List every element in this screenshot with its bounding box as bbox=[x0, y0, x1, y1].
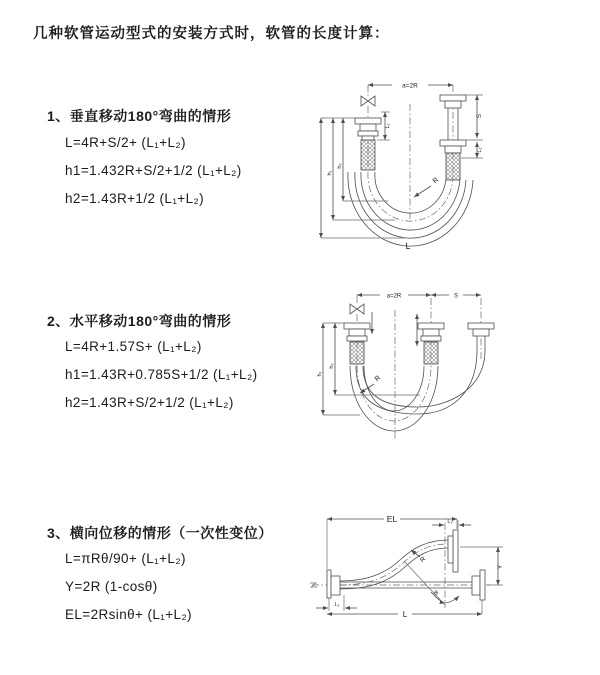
dim-label-h1: h₁ bbox=[327, 170, 333, 176]
dim-label-h2: h₂ bbox=[329, 363, 335, 369]
section-2-formula-h1: h1=1.43R+0.785S+1/2 (L₁+L₂) bbox=[65, 367, 258, 382]
section-2-formula-h2: h2=1.43R+S/2+1/2 (L₁+L₂) bbox=[65, 395, 234, 410]
diagram-lateral-displacement bbox=[300, 503, 600, 633]
section-1-formula-L: L=4R+S/2+ (L₁+L₂) bbox=[65, 135, 186, 150]
section-3-formula-EL: EL=2Rsinθ+ (L₁+L₂) bbox=[65, 607, 192, 622]
section-3-formula-L: L=πRθ/90+ (L₁+L₂) bbox=[65, 551, 186, 566]
section-2-heading: 2、水平移动180°弯曲的情形 bbox=[47, 313, 232, 329]
section-1-formula-h1: h1=1.432R+S/2+1/2 (L₁+L₂) bbox=[65, 163, 242, 178]
dim-label-l2: L₂ bbox=[447, 519, 453, 525]
dim-label-l1: L₁ bbox=[334, 602, 340, 608]
section-3-formula-Y: Y=2R (1-cosθ) bbox=[65, 579, 158, 594]
flanged-pipe-left bbox=[344, 323, 370, 364]
section-1-formula-h2: h2=1.43R+1/2 (L₁+L₂) bbox=[65, 191, 205, 206]
flange-displaced bbox=[453, 530, 458, 572]
dim-label-a2r: a=2R bbox=[402, 82, 418, 90]
section-2-formula-L: L=4R+1.57S+ (L₁+L₂) bbox=[65, 339, 202, 354]
length-label: L bbox=[402, 610, 408, 619]
dim-label-h2: h₂ bbox=[337, 163, 343, 169]
diagram-horizontal-180-bend bbox=[300, 282, 600, 447]
valve-icon bbox=[350, 304, 364, 314]
radius-label: R bbox=[431, 176, 441, 186]
dim-label-l1: L₁ bbox=[385, 123, 391, 129]
diagram-vertical-180-bend bbox=[300, 70, 600, 265]
dim-label-l2: L₂ bbox=[477, 147, 483, 153]
flange-left bbox=[327, 570, 331, 598]
dim-label-s: S bbox=[477, 113, 483, 119]
valve-icon bbox=[361, 96, 375, 106]
length-label: L bbox=[405, 241, 411, 251]
dim-label-s: S bbox=[453, 293, 459, 300]
page-title: 几种软管运动型式的安装方式时，软管的长度计算： bbox=[33, 26, 390, 42]
dim-label-h1: h₁ bbox=[317, 371, 323, 377]
section-1-heading: 1、垂直移动180°弯曲的情形 bbox=[47, 108, 232, 124]
dim-label-y: Y bbox=[497, 564, 504, 570]
section-3-heading: 3、横向位移的情形（一次性变位） bbox=[47, 525, 273, 541]
flange-original bbox=[480, 570, 485, 600]
dim-label-a2r: a=2R bbox=[386, 293, 402, 300]
angle-label: θ bbox=[434, 590, 438, 597]
dim-label-el: EL bbox=[386, 514, 398, 524]
radius-label: R bbox=[373, 374, 383, 384]
flanged-pipe-shifted bbox=[468, 323, 494, 350]
radius-label: R bbox=[418, 555, 428, 565]
braided-hose-right bbox=[446, 153, 460, 180]
flanged-pipe-middle bbox=[418, 323, 444, 364]
braided-hose-left bbox=[361, 140, 375, 170]
